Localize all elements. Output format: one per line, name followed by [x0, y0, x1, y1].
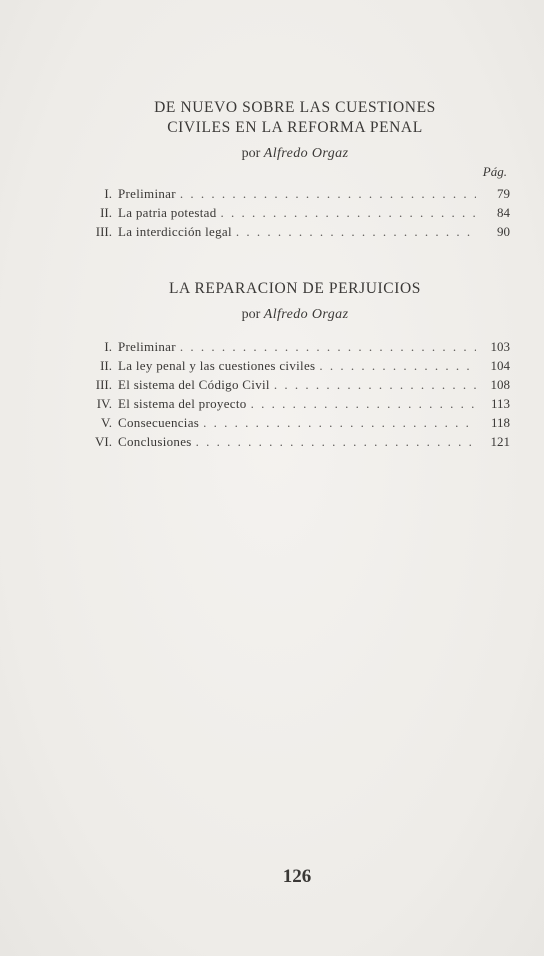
section-author: [80, 307, 510, 323]
toc-entry: [80, 375, 510, 394]
toc-list: [80, 337, 510, 451]
toc-entry-label: La patria potestad: [118, 205, 217, 220]
section-title-line-1: DE NUEVO SOBRE LAS CUESTIONES: [154, 99, 436, 116]
author-name: Alfredo Orgaz: [263, 307, 349, 322]
toc-entry-number: V.: [101, 415, 112, 430]
toc-section-reparacion-perjuicios: [80, 279, 510, 451]
author-name: Alfredo Orgaz: [263, 146, 349, 161]
toc-entry: [80, 337, 510, 356]
dot-leader: [274, 375, 476, 394]
toc-entry: [80, 432, 510, 451]
toc-entry-number: I.: [104, 186, 112, 201]
dot-leader: [236, 222, 476, 241]
dot-leader: [221, 203, 476, 222]
toc-list: [80, 184, 510, 241]
author-prefix: por: [241, 146, 261, 161]
toc-entry: [80, 413, 510, 432]
toc-entry-number: II.: [100, 205, 112, 220]
toc-entry-page: 108: [490, 377, 510, 392]
toc-entry-number: II.: [100, 358, 112, 373]
toc-entry-page: 84: [497, 205, 510, 220]
toc-entry-number: III.: [95, 224, 112, 239]
toc-entry: [80, 203, 510, 222]
section-author: [80, 146, 510, 162]
toc-entry-label: El sistema del Código Civil: [118, 377, 270, 392]
toc-entry-page: 103: [490, 339, 510, 354]
toc-entry-page: 118: [490, 415, 510, 430]
toc-entry: [80, 394, 510, 413]
dot-leader: [319, 356, 476, 375]
dot-leader: [203, 413, 476, 432]
toc-entry-label: El sistema del proyecto: [118, 396, 247, 411]
toc-entry-number: VI.: [95, 434, 112, 449]
toc-entry-page: 79: [497, 186, 510, 201]
toc-entry-label: La interdicción legal: [118, 224, 232, 239]
author-prefix: por: [241, 307, 261, 322]
toc-entry-label: Conclusiones: [118, 434, 192, 449]
toc-entry: [80, 222, 510, 241]
toc-section-cuestiones-civiles: [80, 98, 510, 241]
toc-entry-label: Consecuencias: [118, 415, 200, 430]
toc-entry-number: III.: [95, 377, 112, 392]
section-title-line-2: CIVILES EN LA REFORMA PENAL: [167, 119, 423, 136]
toc-entry-page: 90: [497, 224, 510, 239]
toc-entry-page: 121: [490, 434, 510, 449]
toc-entry-page: 104: [490, 358, 510, 373]
section-title: LA REPARACION DE PERJUICIOS: [168, 280, 422, 297]
dot-leader: [251, 394, 476, 413]
section-title: [80, 98, 510, 138]
dot-leader: [196, 432, 476, 451]
toc-entry-page: 113: [490, 396, 510, 411]
toc-entry-number: I.: [104, 339, 112, 354]
toc-entry-number: IV.: [96, 396, 112, 411]
toc-entry-label: La ley penal y las cuestiones civiles: [118, 358, 316, 373]
toc-entry-label: Preliminar: [118, 339, 176, 354]
page-number: 126: [282, 866, 312, 887]
toc-entry: [80, 356, 510, 375]
dot-leader: [180, 337, 476, 356]
page-column-header: Pág.: [482, 164, 507, 179]
dot-leader: [180, 184, 476, 203]
toc-entry-label: Preliminar: [118, 186, 176, 201]
toc-entry: [80, 184, 510, 203]
